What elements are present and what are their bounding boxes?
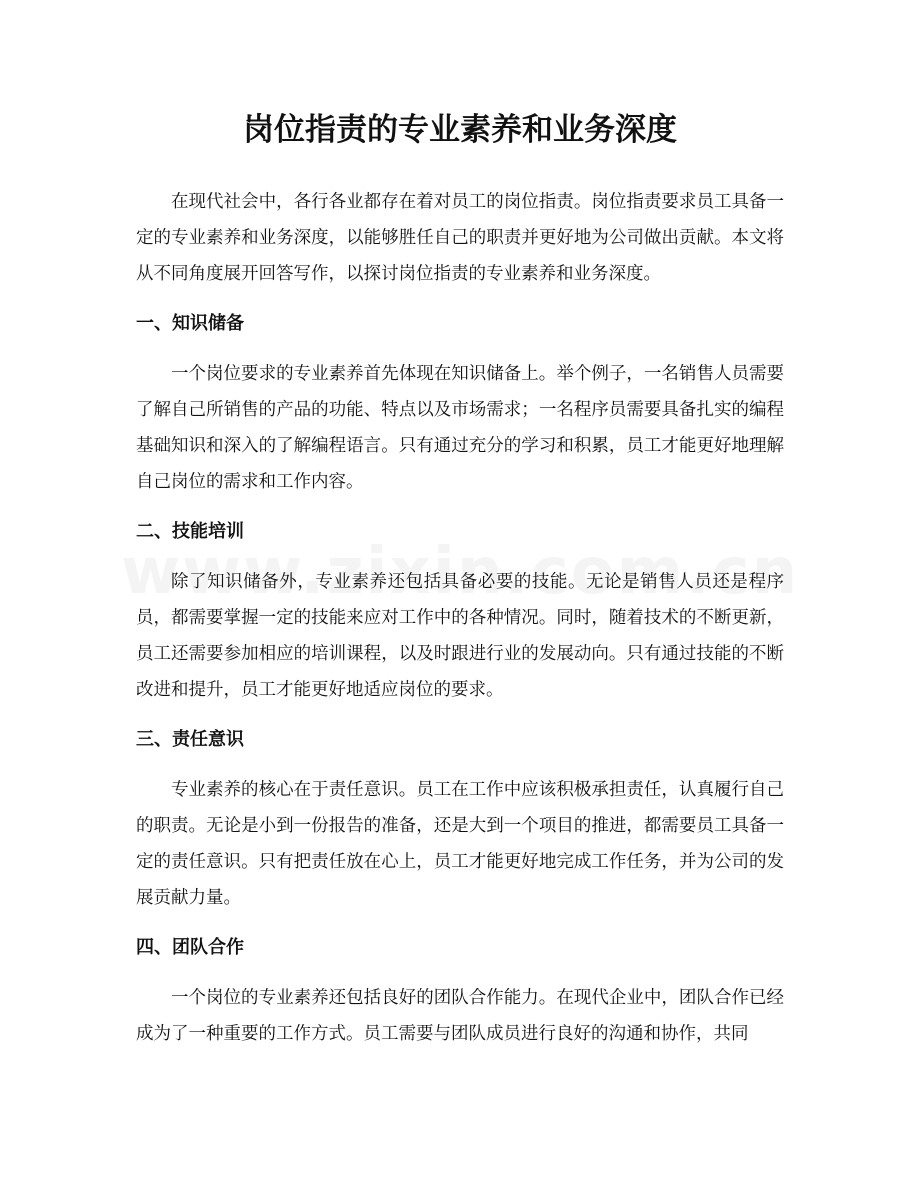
intro-paragraph: 在现代社会中，各行各业都存在着对员工的岗位指责。岗位指责要求员工具备一定的专业素养和业务深度，以能够胜任自己的职责并更好地为公司做出贡献。本文将从不同角度展开回答写作，以探讨岗位指责的专业素养和业务深度。 xyxy=(136,192,784,284)
section-heading-responsibility: 三、责任意识 xyxy=(136,729,244,750)
page-title: 岗位指责的专业素养和业务深度 xyxy=(243,112,677,148)
section-heading-teamwork: 四、团队合作 xyxy=(136,937,244,958)
section-body-responsibility: 专业素养的核心在于责任意识。员工在工作中应该积极承担责任，认真履行自己的职责。无论是小到一份报告的准备，还是大到一个项目的推进，都需要员工具备一定的责任意识。只有把责任放在心上，员工才能更好地完成工作任务，并为公司的发展贡献力量。 xyxy=(136,780,784,908)
section-heading-knowledge: 一、知识储备 xyxy=(136,313,244,334)
section-body-skills: 除了知识储备外，专业素养还包括具备必要的技能。无论是销售人员还是程序员，都需要掌握一定的技能来应对工作中的各种情况。同时，随着技术的不断更新，员工还需要参加相应的培训课程，以及时跟进行业的发展动向。只有通过技能的不断改进和提升，员工才能更好地适应岗位的要求。 xyxy=(136,572,784,700)
section-body-teamwork: 一个岗位的专业素养还包括良好的团队合作能力。在现代企业中，团队合作已经成为了一种重要的工作方式。员工需要与团队成员进行良好的沟通和协作，共同 xyxy=(136,988,784,1044)
section-heading-skills: 二、技能培训 xyxy=(136,521,244,542)
section-body-knowledge: 一个岗位要求的专业素养首先体现在知识储备上。举个例子，一名销售人员需要了解自己所销售的产品的功能、特点以及市场需求；一名程序员需要具备扎实的编程基础知识和深入的了解编程语言。只有通过充分的学习和积累，员工才能更好地理解自己岗位的需求和工作内容。 xyxy=(136,364,784,492)
